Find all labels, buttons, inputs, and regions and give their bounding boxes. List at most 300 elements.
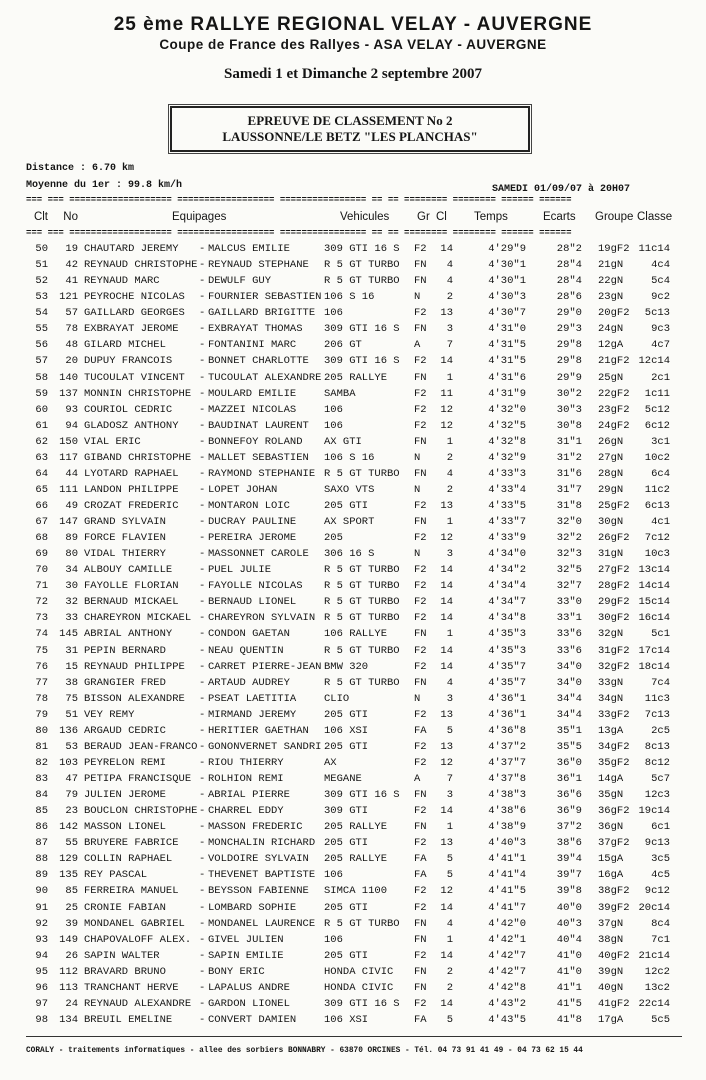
cell-time: 4'33"9 [488,532,526,545]
cell-gap: 31"8 [556,500,582,512]
cell-rank: 81 [35,740,48,753]
cell-class: 5 [446,853,453,866]
cell-time: 4'36"1 [488,692,526,705]
cell-car-number: 140 [59,371,78,384]
cell-gap: 35"5 [556,740,582,753]
cell-driver-name: ARGAUD CEDRIC [84,724,166,737]
cell-driver-name: LANDON PHILIPPE [84,483,179,496]
cell-time: 4'31"9 [488,387,526,400]
cell-class: 5 [446,724,453,737]
cell-class-rank: 7c4 [651,676,670,689]
cell-dash: - [199,756,206,769]
cell-driver-name: VEY REMY [84,708,135,721]
cell-rank: 83 [35,773,48,785]
cell-rank: 74 [35,628,48,641]
cell-dash: - [199,403,206,416]
cell-time: 4'33"4 [488,483,526,496]
cell-class: 2 [446,965,453,978]
cell-time: 4'33"5 [488,500,526,512]
cell-dash: - [199,917,206,930]
cell-gap: 40"3 [556,917,582,930]
cell-time: 4'41"1 [488,853,526,866]
cell-codriver-name: CHARREL EDDY [208,805,284,818]
cell-class-rank: 12c14 [638,355,670,368]
cell-time: 4'31"0 [488,323,526,336]
cell-dash: - [199,307,206,320]
cell-dash: - [199,789,206,801]
cell-class: 2 [446,451,453,464]
cell-driver-name: GRAND SYLVAIN [84,516,166,528]
cell-group-rank: 29gF2 [598,596,630,609]
cell-dash: - [199,387,206,400]
cell-gap: 32"2 [556,532,582,545]
cell-dash: - [199,291,206,304]
cell-group-rank: 28gN [598,467,624,480]
cell-dash: - [199,869,206,882]
cell-group-rank: 22gN [598,275,624,288]
cell-time: 4'43"2 [488,997,526,1010]
cell-class-rank: 7c1 [651,933,670,946]
cell-codriver-name: GIVEL JULIEN [208,933,284,946]
cell-time: 4'30"3 [488,291,526,304]
cell-dash: - [199,660,206,673]
cell-car-number: 142 [59,821,78,834]
cell-vehicle: 205 RALLYE [324,853,388,866]
cell-time: 4'31"5 [488,355,526,368]
cell-codriver-name: PEREIRA JEROME [208,532,297,545]
cell-class: 1 [446,516,453,528]
cell-dash: - [199,740,206,753]
cell-dash: - [199,644,206,657]
cell-driver-name: CROZAT FREDERIC [84,500,179,512]
cell-group-rank: 24gF2 [598,419,630,432]
cell-class: 5 [446,869,453,882]
cell-gap: 38"6 [556,837,582,850]
cell-driver-name: VIDAL THIERRY [84,548,166,561]
cell-group: F2 [414,403,427,416]
col-header-gr: Gr [417,211,430,223]
cell-car-number: 51 [65,708,78,721]
cell-dash: - [199,419,206,432]
cell-driver-name: BISSON ALEXANDRE [84,692,185,705]
cell-vehicle: 205 GTI [324,740,369,753]
cell-class: 1 [446,371,453,384]
cell-group-rank: 19gF2 [598,243,630,255]
cell-group-rank: 32gN [598,628,624,641]
cell-driver-name: TUCOULAT VINCENT [84,371,185,384]
cell-driver-name: REY PASCAL [84,869,148,882]
cell-codriver-name: GONONVERNET SANDRI [208,740,322,753]
col-header-ecarts: Ecarts [543,211,576,223]
footer-credit: CORALY - traitements informatiques - allee des sorbiers BONNABRY - 63870 ORCINES - Tél. 04 73 91 41 49 - 04 73 62 15 44 [26,1047,583,1055]
cell-class-rank: 20c14 [638,901,670,914]
cell-gap: 39"4 [556,853,582,866]
cell-vehicle: 206 GT [324,339,362,352]
cell-gap: 36"1 [556,773,582,785]
cell-codriver-name: REYNAUD STEPHANE [208,259,309,272]
cell-gap: 40"4 [556,933,582,946]
cell-vehicle: R 5 GT TURBO [324,612,400,625]
cell-group-rank: 16gA [598,869,624,882]
cell-class-rank: 4c7 [651,339,670,352]
cell-vehicle: 106 XSI [324,1013,369,1026]
cell-vehicle: 106 [324,869,343,882]
cell-class-rank: 2c5 [651,724,670,737]
cell-gap: 41"5 [556,997,582,1010]
cell-codriver-name: MONDANEL LAURENCE [208,917,316,930]
cell-group-rank: 37gF2 [598,837,630,850]
cell-vehicle: 309 GTI 16 S [324,355,400,368]
cell-car-number: 85 [65,885,78,898]
cell-vehicle: R 5 GT TURBO [324,564,400,577]
cell-class: 12 [440,403,453,416]
cell-class-rank: 18c14 [638,660,670,673]
rally-subtitle: Coupe de France des Rallyes - ASA VELAY - AUVERGNE [159,37,547,52]
cell-driver-name: VIAL ERIC [84,435,141,448]
cell-driver-name: TRANCHANT HERVE [84,981,179,994]
stage-date-time: SAMEDI 01/09/07 à 20H07 [492,184,631,195]
cell-class: 1 [446,821,453,834]
cell-rank: 90 [35,885,48,898]
cell-class-rank: 11c3 [644,692,670,705]
cell-car-number: 34 [65,564,78,577]
cell-gap: 41"1 [556,981,582,994]
cell-codriver-name: SAPIN EMILIE [208,949,284,962]
cell-class-rank: 3c1 [651,435,670,448]
cell-group-rank: 41gF2 [598,997,630,1010]
cell-vehicle: CLIO [324,692,350,705]
cell-driver-name: GRANGIER FRED [84,676,166,689]
cell-driver-name: CHAREYRON MICKAEL [84,612,192,625]
cell-vehicle: MEGANE [324,773,362,785]
rally-title: 25 ème RALLYE REGIONAL VELAY - AUVERGNE [113,14,593,35]
cell-car-number: 23 [65,805,78,818]
cell-vehicle: 309 GTI [324,805,369,818]
cell-class-rank: 10c2 [644,451,670,464]
cell-time: 4'42"7 [488,949,526,962]
cell-time: 4'38"3 [488,789,526,801]
cell-driver-name: BERNAUD MICKAEL [84,596,179,609]
cell-codriver-name: MIRMAND JEREMY [208,708,297,721]
cell-group: F2 [414,740,427,753]
cell-class: 14 [440,997,453,1010]
cell-group-rank: 32gF2 [598,660,630,673]
cell-class: 13 [440,307,453,320]
cell-driver-name: PEYROCHE NICOLAS [84,291,185,304]
cell-codriver-name: ROLHION REMI [208,773,284,785]
cell-group-rank: 34gN [598,692,624,705]
cell-group-rank: 13gA [598,724,624,737]
cell-vehicle: SAMBA [324,387,356,400]
cell-driver-name: LYOTARD RAPHAEL [84,467,179,480]
cell-group: F2 [414,708,427,721]
cell-class-rank: 14c14 [638,580,670,593]
cell-gap: 28"4 [556,275,582,288]
cell-driver-name: DUPUY FRANCOIS [84,355,173,368]
cell-group: F2 [414,564,427,577]
cell-rank: 91 [35,901,48,914]
cell-codriver-name: PSEAT LAETITIA [208,692,297,705]
cell-gap: 33"1 [556,612,582,625]
cell-rank: 62 [35,435,48,448]
cell-class: 12 [440,532,453,545]
cell-group-rank: 31gN [598,548,624,561]
cell-class-rank: 4c4 [651,259,670,272]
cell-dash: - [199,708,206,721]
cell-rank: 97 [35,997,48,1010]
cell-vehicle: 205 RALLYE [324,821,388,834]
cell-class-rank: 8c13 [644,740,670,753]
cell-time: 4'31"6 [488,371,526,384]
cell-group-rank: 40gF2 [598,949,630,962]
cell-vehicle: BMW 320 [324,660,369,673]
cell-car-number: 149 [59,933,78,946]
cell-gap: 36"9 [556,805,582,818]
cell-gap: 41"8 [556,1013,582,1026]
cell-vehicle: 309 GTI 16 S [324,997,400,1010]
cell-class-rank: 13c14 [638,564,670,577]
cell-dash: - [199,275,206,288]
cell-car-number: 33 [65,612,78,625]
cell-group: FN [414,981,427,994]
cell-group-rank: 31gF2 [598,644,630,657]
cell-group: F2 [414,901,427,914]
cell-codriver-name: PUEL JULIE [208,564,272,577]
cell-driver-name: CHAPOVALOFF ALEX. [84,933,192,946]
cell-group-rank: 27gN [598,451,624,464]
cell-vehicle: R 5 GT TURBO [324,644,400,657]
cell-codriver-name: BONNET CHARLOTTE [208,355,309,368]
cell-time: 4'37"2 [488,740,526,753]
stage-number: EPREUVE DE CLASSEMENT No 2 [247,113,453,128]
cell-driver-name: ALBOUY CAMILLE [84,564,173,577]
cell-class-rank: 13c2 [644,981,670,994]
cell-group: FN [414,933,427,946]
cell-class-rank: 4c1 [651,516,670,528]
cell-group: F2 [414,596,427,609]
cell-dash: - [199,837,206,850]
cell-time: 4'30"1 [488,259,526,272]
cell-driver-name: BREUIL EMELINE [84,1013,173,1026]
cell-driver-name: GLADOSZ ANTHONY [84,419,179,432]
cell-class: 13 [440,708,453,721]
cell-car-number: 47 [65,773,78,785]
cell-class: 14 [440,612,453,625]
cell-driver-name: SAPIN WALTER [84,949,160,962]
cell-rank: 93 [35,933,48,946]
cell-driver-name: COLLIN RAPHAEL [84,853,173,866]
cell-group: F2 [414,307,427,320]
cell-codriver-name: BEYSSON FABIENNE [208,885,309,898]
cell-group-rank: 40gN [598,981,624,994]
cell-gap: 37"2 [556,821,582,834]
cell-time: 4'42"8 [488,981,526,994]
cell-class-rank: 5c5 [651,1013,670,1026]
cell-group: F2 [414,243,427,255]
cell-rank: 58 [35,371,48,384]
cell-codriver-name: MASSONNET CAROLE [208,548,309,561]
cell-car-number: 42 [65,259,78,272]
cell-group-rank: 30gF2 [598,612,630,625]
cell-codriver-name: DEWULF GUY [208,275,272,288]
cell-gap: 36"6 [556,789,582,801]
cell-gap: 29"8 [556,339,582,352]
cell-rank: 61 [35,419,48,432]
cell-driver-name: JULIEN JEROME [84,789,166,801]
cell-class-rank: 4c5 [651,869,670,882]
cell-gap: 28"6 [556,291,582,304]
cell-gap: 31"1 [556,435,582,448]
cell-class: 12 [440,419,453,432]
cell-car-number: 150 [59,435,78,448]
cell-group-rank: 28gF2 [598,580,630,593]
cell-vehicle: R 5 GT TURBO [324,580,400,593]
cell-time: 4'43"5 [488,1013,526,1026]
cell-class-rank: 9c13 [644,837,670,850]
cell-codriver-name: BAUDINAT LAURENT [208,419,309,432]
cell-group: F2 [414,612,427,625]
cell-class-rank: 5c7 [651,773,670,785]
cell-class-rank: 1c11 [644,387,670,400]
cell-driver-name: FERREIRA MANUEL [84,885,179,898]
cell-car-number: 39 [65,917,78,930]
cell-dash: - [199,516,206,528]
cell-dash: - [199,451,206,464]
cell-codriver-name: BONY ERIC [208,965,265,978]
cell-vehicle: HONDA CIVIC [324,965,394,978]
cell-gap: 29"9 [556,371,582,384]
cell-group: FA [414,1013,427,1026]
cell-class-rank: 9c12 [644,885,670,898]
cell-class: 14 [440,596,453,609]
cell-codriver-name: NEAU QUENTIN [208,644,284,657]
cell-class: 3 [446,323,453,336]
cell-time: 4'32"0 [488,403,526,416]
cell-class: 13 [440,500,453,512]
cell-car-number: 75 [65,692,78,705]
cell-vehicle: 309 GTI 16 S [324,243,400,255]
stage-name: LAUSSONNE/LE BETZ "LES PLANCHAS" [222,129,478,144]
cell-vehicle: AX SPORT [324,516,375,528]
cell-class: 4 [446,275,453,288]
cell-group: F2 [414,885,427,898]
cell-dash: - [199,580,206,593]
cell-class: 1 [446,628,453,641]
cell-group: F2 [414,949,427,962]
cell-class: 4 [446,676,453,689]
cell-group: F2 [414,644,427,657]
cell-group-rank: 35gN [598,789,624,801]
cell-car-number: 53 [65,740,78,753]
cell-group-rank: 35gF2 [598,756,630,769]
cell-rank: 98 [35,1013,48,1026]
cell-gap: 32"3 [556,548,582,561]
cell-gap: 29"8 [556,355,582,368]
cell-group: F2 [414,805,427,818]
cell-gap: 30"8 [556,419,582,432]
cell-gap: 32"5 [556,564,582,577]
cell-group-rank: 23gF2 [598,403,630,416]
cell-time: 4'35"3 [488,644,526,657]
cell-time: 4'41"5 [488,885,526,898]
cell-group: FN [414,676,427,689]
cell-rank: 75 [35,644,48,657]
cell-codriver-name: BONNEFOY ROLAND [208,435,303,448]
cell-codriver-name: MASSON FREDERIC [208,821,303,834]
cell-dash: - [199,965,206,978]
cell-rank: 92 [35,917,48,930]
cell-time: 4'34"4 [488,580,526,593]
cell-vehicle: 106 [324,307,343,320]
cell-driver-name: FORCE FLAVIEN [84,532,166,545]
cell-vehicle: 205 GTI [324,837,369,850]
cell-class: 13 [440,837,453,850]
cell-rank: 72 [35,596,48,609]
cell-group-rank: 23gN [598,291,624,304]
cell-group-rank: 33gN [598,676,624,689]
cell-gap: 31"6 [556,467,582,480]
stage-distance: Distance : 6.70 km [26,163,135,174]
cell-group: FN [414,516,427,528]
cell-dash: - [199,724,206,737]
cell-group-rank: 38gN [598,933,624,946]
cell-driver-name: MASSON LIONEL [84,821,166,834]
cell-class-rank: 21c14 [638,949,670,962]
cell-rank: 87 [35,837,48,850]
cell-driver-name: PEYRELON REMI [84,756,166,769]
col-header-clt: Clt [33,211,48,223]
cell-group-rank: 39gN [598,965,624,978]
cell-rank: 86 [35,821,48,834]
cell-rank: 95 [35,965,48,978]
cell-class: 11 [440,387,453,400]
cell-group: FN [414,821,427,834]
cell-gap: 39"8 [556,885,582,898]
cell-car-number: 24 [65,997,78,1010]
cell-car-number: 26 [65,949,78,962]
cell-class: 14 [440,644,453,657]
cell-group-rank: 15gA [598,853,624,866]
cell-group: FN [414,435,427,448]
cell-rank: 71 [35,580,48,593]
cell-time: 4'42"1 [488,933,526,946]
stage-average-speed: Moyenne du 1er : 99.8 km/h [26,180,183,191]
cell-driver-name: GAILLARD GEORGES [84,307,185,320]
cell-time: 4'36"8 [488,724,526,737]
cell-driver-name: REYNAUD ALEXANDRE [84,997,192,1010]
cell-vehicle: R 5 GT TURBO [324,676,400,689]
cell-class: 3 [446,789,453,801]
cell-gap: 34"0 [556,676,582,689]
rally-dates: Samedi 1 et Dimanche 2 septembre 2007 [223,66,483,82]
cell-vehicle: SIMCA 1100 [324,885,388,898]
cell-driver-name: FAYOLLE FLORIAN [84,580,179,593]
cell-class: 3 [446,692,453,705]
cell-group-rank: 22gF2 [598,387,630,400]
cell-gap: 31"2 [556,451,582,464]
cell-group-rank: 25gN [598,371,624,384]
cell-vehicle: R 5 GT TURBO [324,467,400,480]
cell-dash: - [199,500,206,512]
cell-time: 4'33"3 [488,467,526,480]
cell-time: 4'34"0 [488,548,526,561]
cell-time: 4'34"2 [488,564,526,577]
cell-time: 4'41"7 [488,901,526,914]
cell-driver-name: EXBRAYAT JEROME [84,323,179,336]
cell-gap: 33"0 [556,596,582,609]
cell-group: FA [414,853,427,866]
cell-car-number: 117 [59,451,78,464]
